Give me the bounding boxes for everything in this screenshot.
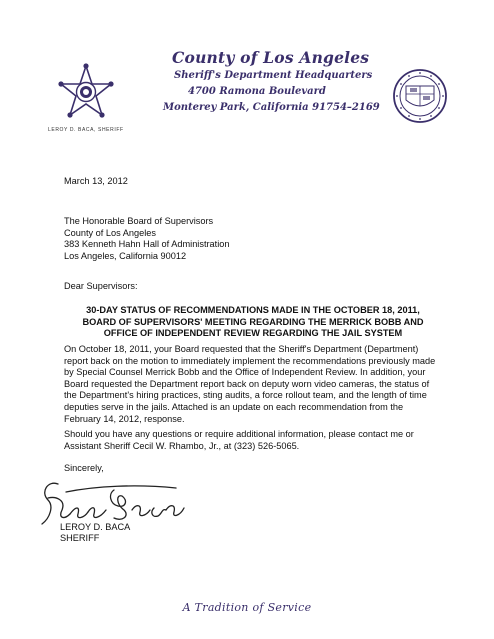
recipient-line: Los Angeles, California 90012	[64, 250, 187, 261]
letterhead-title: County of Los Angeles	[172, 48, 370, 67]
letterhead-department: Sheriff's Department Headquarters	[174, 70, 373, 81]
letter-date: March 13, 2012	[64, 176, 128, 186]
footer-motto: A Tradition of Service	[182, 601, 312, 614]
sheriff-name-caption: LEROY D. BACA, SHERIFF	[48, 127, 124, 133]
subject-heading: 30-DAY STATUS OF RECOMMENDATIONS MADE IN THE OCTOBER 18, 2011, BOARD OF SUPERVISORS' MEETING REGARDING THE MERRICK BOBB AND OFFICE OF INDEPENDENT REVIEW REGARDING THE JAIL SYSTEM	[82, 305, 424, 339]
recipient-line: County of Los Angeles	[64, 227, 156, 238]
letterhead-street: 4700 Ramona Boulevard	[188, 86, 326, 97]
body-paragraph-2: Should you have any questions or require additional information, please contact me or Assistant Sheriff Cecil W. Rhambo, Jr., at (323) 526-5065.	[64, 429, 414, 451]
recipient-line: The Honorable Board of Supervisors	[64, 216, 214, 226]
signatory-title: SHERIFF	[60, 533, 100, 543]
recipient-address	[64, 216, 229, 262]
county-seal-icon	[392, 68, 448, 124]
sheriff-star-badge-icon	[54, 62, 118, 126]
letterhead-city: Monterey Park, California 91754–2169	[163, 102, 380, 113]
signatory-name: LEROY D. BACA	[60, 522, 131, 532]
closing: Sincerely,	[64, 463, 104, 473]
recipient-line: 383 Kenneth Hahn Hall of Administration	[64, 239, 230, 250]
salutation: Dear Supervisors:	[64, 281, 138, 291]
body-paragraph-1: On October 18, 2011, your Board requested that the Sheriff's Department (Department) report back on the motion to immediately implement the recommendations previously made by Special Counsel Merrick Bobb and the Office of Independent Review. In addition, your Board requested the Department report back on deputy worn video cameras, the status of the Department's hiring practices, sting audits, a force rollout team, and the length of time deputies serve in the jails. Attached is an update on each recommendation from the February 14, 2012, response.	[64, 344, 436, 424]
